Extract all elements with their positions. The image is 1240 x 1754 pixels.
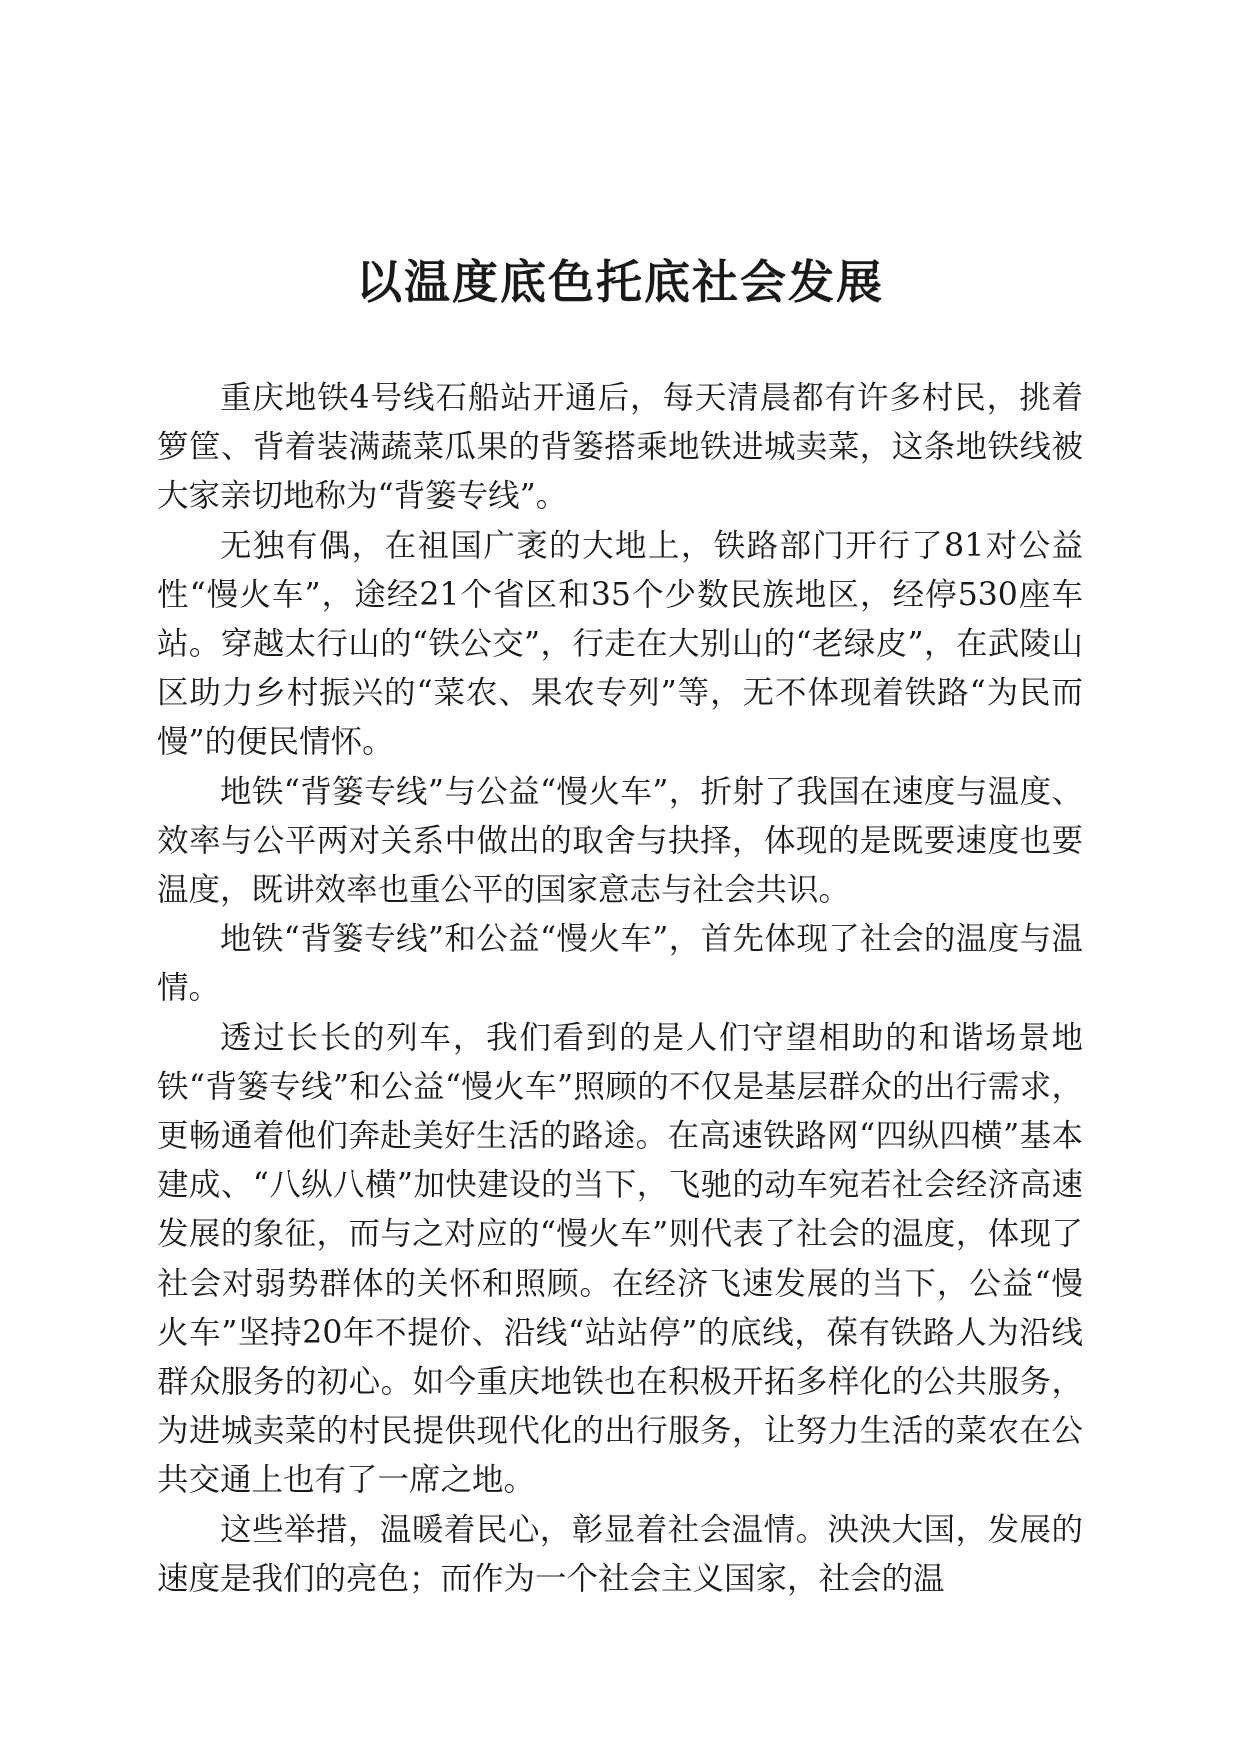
paragraph: 透过长长的列车，我们看到的是人们守望相助的和谐场景地铁“背篓专线”和公益“慢火车”照顾的不仅是基层群众的出行需求，更畅通着他们奔赴美好生活的路途。在高速铁路网“四纵四横”基本建成、“八纵八横”加快建设的当下，飞驰的动车宛若社会经济高速发展的象征，而与之对应的“慢火车”则代表了社会的温度，体现了社会对弱势群体的关怀和照顾。在经济飞速发展的当下，公益“慢火车”坚持20年不提价、沿线“站站停”的底线，葆有铁路人为沿线群众服务的初心。如今重庆地铁也在积极开拓多样化的公共服务，为进城卖菜的村民提供现代化的出行服务，让努力生活的菜农在公共交通上也有了一席之地。 — [157, 1019, 1083, 1499]
paragraph: 地铁“背篓专线”与公益“慢火车”，折射了我国在速度与温度、效率与公平两对关系中做出的取舍与抉择，体现的是既要速度也要温度，既讲效率也重公平的国家意志与社会共识。 — [157, 773, 1083, 909]
paragraph: 重庆地铁4号线石船站开通后，每天清晨都有许多村民，挑着箩筐、背着装满蔬菜瓜果的背篓搭乘地铁进城卖菜，这条地铁线被大家亲切地称为“背篓专线”。 — [157, 380, 1083, 515]
paragraph: 这些举措，温暖着民心，彰显着社会温情。泱泱大国，发展的速度是我们的亮色；而作为一个社会主义国家，社会的温 — [157, 1511, 1083, 1597]
document-title: 以温度底色托底社会发展 — [356, 255, 884, 309]
document-body — [157, 374, 1083, 1604]
paragraph: 无独有偶，在祖国广袤的大地上，铁路部门开行了81对公益性“慢火车”，途经21个省区和35个少数民族地区，经停530座车站。穿越太行山的“铁公交”，行走在大别山的“老绿皮”，在武陵山区助力乡村振兴的“菜农、果农专列”等，无不体现着铁路“为民而慢”的便民情怀。 — [157, 527, 1083, 761]
paragraph: 地铁“背篓专线”和公益“慢火车”，首先体现了社会的温度与温情。 — [157, 921, 1083, 1007]
